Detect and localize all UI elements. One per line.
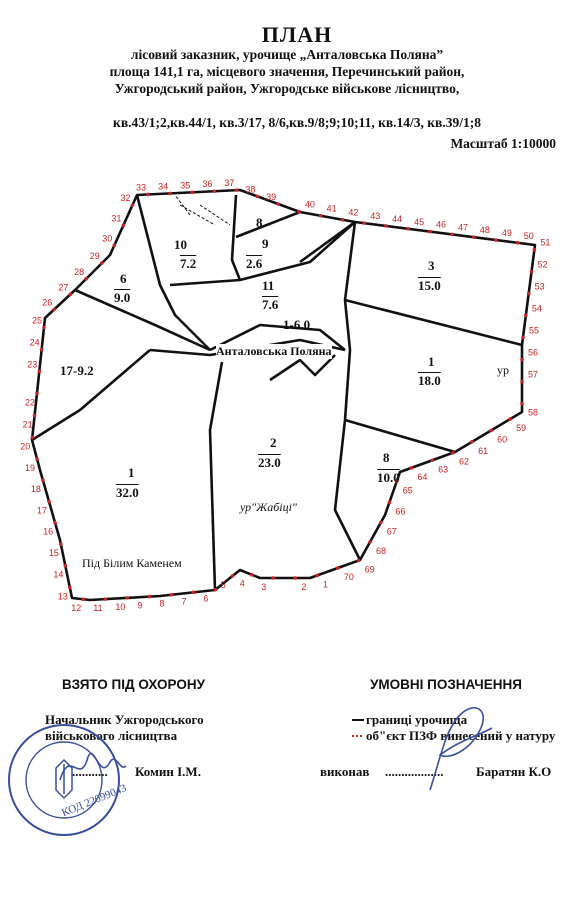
- plot-label-6-num: 6: [120, 271, 127, 286]
- boundary-number: 24: [29, 337, 40, 348]
- line-h: [345, 300, 522, 345]
- footer-left-line-2: військового лісництва: [45, 728, 178, 743]
- boundary-number: 13: [57, 591, 68, 602]
- boundary-point: [64, 564, 68, 568]
- boundary-number: 9: [137, 600, 143, 611]
- boundary-number: 19: [25, 462, 36, 473]
- boundary-number: 68: [376, 545, 387, 556]
- line-i: [345, 420, 455, 452]
- boundary-number: 32: [120, 193, 131, 204]
- boundary-number: 35: [180, 180, 191, 191]
- boundary-number: 70: [343, 571, 354, 582]
- boundary-point: [68, 586, 72, 590]
- signature-right: [420, 700, 500, 800]
- boundary-point: [69, 293, 73, 297]
- boundary-point: [527, 292, 531, 296]
- boundary-number: 43: [370, 211, 381, 222]
- boundary-number: 41: [326, 203, 337, 214]
- boundary-point: [168, 192, 172, 196]
- boundary-number: 65: [402, 485, 413, 496]
- boundary-point: [214, 588, 218, 592]
- boundary-point: [384, 224, 388, 228]
- legend-item-2: об"єкт ПЗФ винесений у натуру: [366, 728, 556, 743]
- boundary-point: [521, 336, 525, 340]
- executed-label: виконав: [320, 764, 370, 779]
- boundary-number: 27: [58, 282, 69, 293]
- boundary-number: 26: [42, 297, 53, 308]
- boundary-point: [379, 521, 383, 525]
- executed-name: Баратян К.О: [476, 764, 552, 779]
- plot-label-1-6: 1-6.0: [283, 317, 311, 332]
- boundary-point: [38, 370, 42, 374]
- boundary-number: 66: [395, 506, 406, 517]
- boundary-point: [30, 436, 34, 440]
- boundary-point: [341, 218, 345, 222]
- boundary-number: 47: [457, 222, 468, 233]
- signature-left: [50, 742, 130, 792]
- boundary-point: [35, 392, 39, 396]
- boundary-number: 48: [479, 225, 490, 236]
- boundary-number: 1: [323, 579, 329, 590]
- line-g: [335, 222, 360, 560]
- boundary-number: 17: [36, 505, 48, 516]
- boundary-point: [451, 451, 455, 455]
- boundary-number: 64: [417, 471, 428, 482]
- plot-label-1-west-area: 32.0: [116, 485, 139, 500]
- boundary-number: 18: [30, 484, 41, 495]
- boundary-number: 46: [436, 219, 447, 230]
- legend-symbols: [352, 715, 366, 745]
- boundary-point: [520, 380, 524, 384]
- boundary-point: [81, 597, 85, 601]
- place-name-polyana: Анталовська Поляна: [216, 344, 332, 358]
- boundary-point: [524, 314, 528, 318]
- boundary-point: [53, 521, 57, 525]
- boundary-number: 23: [27, 359, 38, 370]
- boundary-number: 69: [364, 564, 375, 575]
- boundary-point: [410, 466, 414, 470]
- boundary-point: [33, 414, 37, 418]
- boundary-point: [516, 241, 520, 245]
- boundary-number: 4: [239, 578, 245, 589]
- plot-label-10-num: 10: [174, 237, 187, 252]
- place-name-bilym-kamenem: Під Білим Каменем: [82, 556, 182, 570]
- line-e: [236, 212, 300, 237]
- boundary-point: [148, 595, 152, 599]
- boundary-number: 55: [528, 325, 539, 336]
- forest-map: [0, 160, 574, 620]
- boundary-point: [40, 348, 44, 352]
- boundary-number: 63: [438, 464, 449, 475]
- place-name-zhabitsi: ур"Жабіці": [240, 500, 297, 514]
- hatch-line-2: [175, 195, 190, 215]
- boundary-number: 60: [497, 434, 508, 445]
- plot-label-1-east-area: 18.0: [418, 373, 441, 388]
- line-b: [75, 290, 210, 350]
- boundary-point: [450, 233, 454, 237]
- boundary-number: 16: [43, 526, 54, 537]
- plot-label-8-top-num: 8: [256, 215, 263, 230]
- boundary-number: 52: [537, 259, 548, 270]
- plot-label-9-area: 2.6: [246, 256, 263, 271]
- footer-left-dots: ...........: [72, 764, 108, 779]
- boundary-number: 22: [24, 397, 35, 408]
- boundary-point: [276, 202, 280, 206]
- line-f: [300, 222, 355, 262]
- boundary-point: [362, 221, 366, 225]
- subtitle-line-1: лісовий заказник, урочище „Анталовська Поляна”: [130, 47, 444, 62]
- boundary-number: 44: [392, 213, 403, 224]
- footer-left-signature: Комин І.М.: [135, 764, 201, 779]
- boundary-number: 12: [71, 603, 82, 614]
- plot-label-1-east-num: 1: [428, 354, 435, 369]
- plot-label-11-area: 7.6: [262, 297, 279, 312]
- boundary-number: 3: [261, 582, 267, 592]
- boundary-number: 54: [531, 303, 542, 314]
- boundary-point: [84, 277, 88, 281]
- boundary-number: 39: [266, 191, 277, 202]
- boundary-point: [315, 574, 319, 578]
- boundary-point: [190, 191, 194, 195]
- boundary-point: [388, 501, 392, 505]
- boundary-point: [406, 227, 410, 231]
- boundary-point: [494, 238, 498, 242]
- boundary-point: [520, 358, 524, 362]
- boundary-point: [520, 402, 524, 406]
- hatch-line-3: [200, 205, 230, 225]
- plot-label-8-area: 10.0: [377, 470, 400, 485]
- line-c: [170, 222, 355, 285]
- boundary-number: 21: [22, 419, 33, 430]
- boundary-number: 29: [89, 251, 100, 262]
- plot-label-1-west-num: 1: [128, 465, 135, 480]
- boundary-point: [41, 478, 45, 482]
- boundary-number: 62: [458, 456, 469, 467]
- boundary-point: [231, 574, 235, 578]
- boundary-point: [42, 326, 46, 330]
- boundary-number: 31: [111, 213, 122, 224]
- legend-item-1: границі урочища: [366, 712, 468, 727]
- plot-label-8-num: 8: [383, 450, 390, 465]
- boundary-number: 67: [386, 526, 397, 537]
- boundary-number: 36: [202, 179, 213, 190]
- footer-left-line-1: Начальник Ужгородського: [45, 712, 204, 727]
- boundary-point: [428, 230, 432, 234]
- boundary-number: 42: [348, 207, 359, 218]
- boundary-number: 8: [159, 598, 165, 609]
- executed-dots: ..................: [385, 764, 444, 779]
- boundary-number: 58: [528, 407, 539, 418]
- boundary-number: 56: [528, 347, 539, 358]
- boundary-point: [256, 195, 260, 199]
- boundary-point: [126, 596, 130, 600]
- boundary-number: 15: [48, 548, 59, 559]
- boundary-number: 14: [53, 569, 64, 580]
- boundary-number: 38: [245, 184, 256, 195]
- boundary-point: [319, 214, 323, 218]
- boundary-number: 30: [102, 233, 113, 244]
- boundary-point: [103, 597, 107, 601]
- place-name-ur: ур: [497, 363, 509, 377]
- footer-right-heading: УМОВНІ ПОЗНАЧЕННЯ: [370, 677, 522, 692]
- subtitle-line-3: Ужгородський район, Ужгородське військове лісництво,: [114, 81, 460, 96]
- boundary-number: 37: [224, 178, 235, 189]
- boundary-number: 51: [540, 237, 551, 248]
- plan-title: ПЛАН: [261, 22, 333, 47]
- boundary-number: 7: [181, 596, 187, 607]
- boundary-point: [470, 440, 474, 444]
- boundary-point: [336, 566, 340, 570]
- boundary-point: [235, 188, 239, 192]
- boundary-point: [192, 591, 196, 595]
- plot-label-17: 17-9.2: [60, 363, 94, 378]
- plot-label-3-area: 15.0: [418, 278, 441, 293]
- boundary-point: [59, 542, 63, 546]
- boundary-point: [170, 593, 174, 597]
- boundary-number: 45: [414, 216, 425, 227]
- boundary-point: [271, 576, 275, 580]
- boundary-point: [430, 459, 434, 463]
- map-scale: Масштаб 1:10000: [450, 136, 556, 151]
- plot-label-9-num: 9: [262, 236, 269, 251]
- boundary-number: 53: [534, 281, 545, 292]
- line-d: [232, 195, 240, 280]
- boundary-point: [530, 270, 534, 274]
- boundary-number: 25: [31, 315, 43, 326]
- boundary-number: 61: [478, 445, 489, 456]
- boundary-point: [35, 457, 39, 461]
- plot-label-3-num: 3: [428, 258, 435, 273]
- boundary-point: [100, 261, 104, 265]
- boundary-point: [472, 235, 476, 239]
- boundary-point: [368, 540, 372, 544]
- boundary-point: [122, 223, 126, 227]
- stamp-code: КОД 22099043: [60, 782, 129, 820]
- boundary-point: [297, 210, 301, 214]
- subtitle-line-4: кв.43/1;2,кв.44/1, кв.3/17, 8/6,кв.9/8;9;10;11, кв.14/3, кв.39/1;8: [113, 115, 481, 130]
- boundary-point: [489, 429, 493, 433]
- boundary-number: 10: [115, 601, 126, 612]
- plot-label-10-area: 7.2: [180, 256, 197, 271]
- boundary-point: [357, 559, 361, 563]
- boundary-point: [47, 500, 51, 504]
- boundary-number: 28: [74, 266, 85, 277]
- plot-label-11-num: 11: [262, 278, 275, 293]
- boundary-number: 57: [528, 369, 539, 380]
- boundary-number: 5: [220, 579, 226, 590]
- plot-label-2-area: 23.0: [258, 455, 281, 470]
- line-a: [137, 195, 210, 350]
- boundary-number: 33: [136, 182, 147, 193]
- hatch-line-1: [180, 205, 215, 225]
- boundary-point: [533, 248, 537, 252]
- boundary-point: [213, 189, 217, 193]
- boundary-number: 49: [501, 227, 512, 238]
- boundary-number: 59: [516, 423, 527, 434]
- subtitle-line-2: площа 141,1 га, місцевого значення, Перечинський район,: [109, 64, 465, 79]
- boundary-point: [131, 203, 135, 207]
- boundary-point: [250, 573, 254, 577]
- boundary-point: [113, 244, 117, 248]
- footer-left-heading: ВЗЯТО ПІД ОХОРОНУ: [62, 677, 205, 692]
- boundary-number: 11: [93, 603, 103, 614]
- boundary-number: 50: [523, 230, 534, 241]
- boundary-point: [146, 193, 150, 197]
- boundary-point: [294, 576, 298, 580]
- plot-label-6-area: 9.0: [114, 290, 131, 305]
- plot-label-2-num: 2: [270, 435, 277, 450]
- boundary-number: 20: [20, 441, 31, 452]
- boundary-number: 40: [304, 199, 315, 210]
- boundary-number: 6: [203, 593, 209, 604]
- boundary-point: [52, 308, 56, 312]
- boundary-number: 2: [301, 582, 307, 592]
- line-m: [210, 362, 222, 590]
- boundary-number: 34: [158, 181, 169, 192]
- boundary-point: [508, 417, 512, 421]
